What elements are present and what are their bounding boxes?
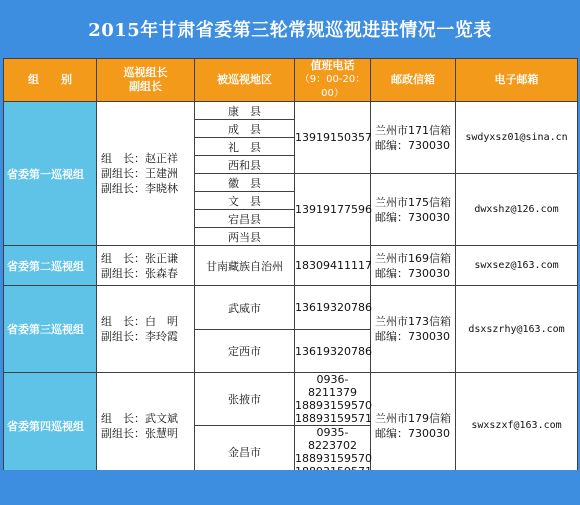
area-cell: 金昌市: [195, 426, 295, 479]
header-phone: [295, 59, 371, 102]
deputy-name: 副组长：张森春: [101, 266, 178, 280]
inspection-table: [3, 58, 578, 479]
area-cell: 文 县: [195, 192, 295, 210]
phone-line: 0936-8211379: [308, 373, 357, 399]
phone-cell: [295, 373, 371, 426]
area-cell: 徽 县: [195, 174, 295, 192]
header-group: 组 别: [4, 59, 97, 102]
postal-box: 兰州市179信箱: [375, 411, 451, 425]
phone-line: 18893159571: [295, 412, 372, 425]
postal-cell: [371, 174, 456, 246]
group-leaders: [97, 373, 195, 479]
group-leaders: [97, 246, 195, 286]
header-leader-line1: 巡视组长: [123, 66, 168, 79]
table-row: [4, 246, 578, 286]
deputy-name-2: 副组长：李晓林: [101, 182, 178, 195]
area-cell: 甘南藏族自治州: [195, 246, 295, 286]
area-cell: 宕昌县: [195, 210, 295, 228]
leader-name: 组 长：赵正祥: [101, 152, 178, 165]
header-postal: 邮政信箱: [371, 59, 456, 102]
postal-cell: [371, 373, 456, 479]
area-cell: 礼 县: [195, 138, 295, 156]
footer-bar: [0, 470, 580, 505]
group-name: 省委第三巡视组: [4, 286, 97, 373]
phone-line: 0935-8223702: [308, 426, 357, 452]
group-name: 省委第四巡视组: [4, 373, 97, 479]
area-cell: 武威市: [195, 286, 295, 330]
header-area: 被巡视地区: [195, 59, 295, 102]
area-cell: 成 县: [195, 120, 295, 138]
postal-box: 兰州市169信箱: [375, 251, 451, 265]
phone-cell: 13619320786: [295, 330, 371, 373]
header-leader-line2: 副组长: [129, 80, 162, 93]
email-cell: swxsez@163.com: [456, 246, 578, 286]
area-cell: 康 县: [195, 102, 295, 120]
group-leaders: [97, 102, 195, 246]
table-row: [4, 286, 578, 330]
phone-cell: 13619320786: [295, 286, 371, 330]
page-title: 2015年甘肃省委第三轮常规巡视进驻情况一览表: [88, 20, 492, 41]
email-cell: swdyxsz01@sina.cn: [456, 102, 578, 174]
phone-line: 18893159570: [295, 452, 372, 465]
email-cell: dsxszrhy@163.com: [456, 286, 578, 373]
phone-cell: 13919177596: [295, 174, 371, 246]
postcode: 邮编：730030: [375, 210, 450, 224]
postcode: 邮编：730030: [375, 266, 450, 280]
table-row: [4, 102, 578, 120]
header-leader: [97, 59, 195, 102]
phone-cell: 13919150357: [295, 102, 371, 174]
postal-cell: [371, 286, 456, 373]
email-cell: swxszxf@163.com: [456, 373, 578, 479]
leader-name: 组 长：白 明: [101, 315, 178, 328]
deputy-name: 副组长：王建洲: [101, 167, 178, 180]
header-phone-line2: （9：00-20：00）: [299, 74, 366, 99]
deputy-name: 副组长：李玲霞: [101, 330, 178, 343]
group-name: 省委第一巡视组: [4, 102, 97, 246]
postcode: 邮编：730030: [375, 138, 450, 152]
area-cell: 定西市: [195, 330, 295, 373]
area-cell: 张掖市: [195, 373, 295, 426]
group-leaders: [97, 286, 195, 373]
postcode: 邮编：730030: [375, 426, 450, 440]
postal-cell: [371, 102, 456, 174]
header-phone-line1: 值班电话: [310, 59, 355, 72]
deputy-name: 副组长：张慧明: [101, 426, 178, 440]
postal-box: 兰州市171信箱: [375, 123, 451, 137]
table-row: [4, 373, 578, 426]
leader-name: 组 长：武文斌: [101, 411, 178, 425]
postal-box: 兰州市175信箱: [375, 195, 451, 209]
leader-name: 组 长：张正谦: [101, 251, 178, 265]
postal-cell: [371, 246, 456, 286]
email-cell: dwxshz@126.com: [456, 174, 578, 246]
area-cell: 西和县: [195, 156, 295, 174]
phone-line: 18893159570: [295, 399, 372, 412]
phone-cell: 18309411117: [295, 246, 371, 286]
postcode: 邮编：730030: [375, 330, 450, 343]
header-email: 电子邮箱: [456, 59, 578, 102]
postal-box: 兰州市173信箱: [375, 315, 451, 328]
group-name: 省委第二巡视组: [4, 246, 97, 286]
header-row: [4, 59, 578, 102]
area-cell: 两当县: [195, 228, 295, 246]
